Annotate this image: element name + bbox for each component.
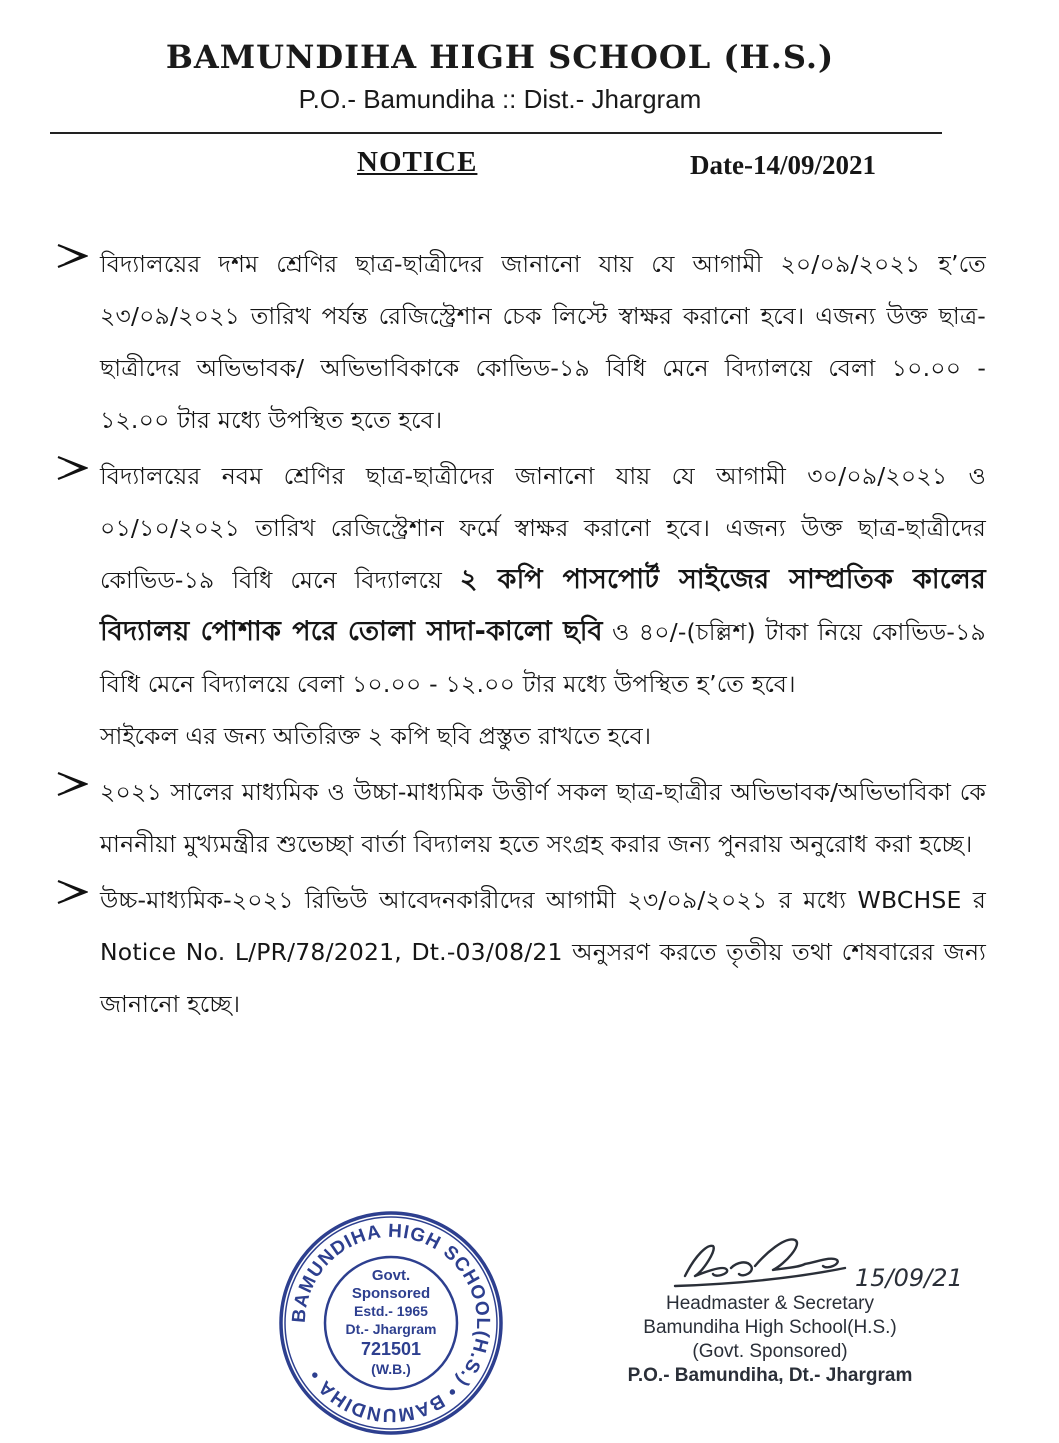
arrow-bullet-icon [56, 878, 88, 906]
school-seal-stamp [276, 1208, 506, 1438]
signatory-address: P.O.- Bamundiha, Dt.- Jhargram [627, 1365, 913, 1386]
signatory-status: (Govt. Sponsored) [692, 1341, 848, 1362]
cycle-photo-note: সাইকেল এর জন্য অতিরিক্ত ২ কপি ছবি প্রস্তুত রাখতে হবে। [100, 722, 652, 750]
signatory-school: Bamundiha High School(H.S.) [643, 1317, 897, 1338]
notice-item-2 [100, 450, 986, 762]
notice-item-4 [100, 874, 986, 1030]
item-text-part-a: বিদ্যালয়ের নবম শ্রেণির ছাত্র-ছাত্রীদের জানানো যায় যে আগামী ৩০/০৯/২০২১ ও ০১/১০/২০২১ তারিখ রেজিস্ট্রেশান ফর্মে স্বাক্ষর করানো হবে। এজন্য উক্ত ছাত্র-ছাত্রীদের কোভিড-১৯ বিধি মেনে বিদ্যালয়ে [100, 462, 986, 594]
notice-item-3 [100, 766, 986, 870]
arrow-bullet-icon [56, 454, 88, 482]
seal-line: Estd.- 1965 [354, 1303, 428, 1319]
seal-line: 721501 [360, 1339, 422, 1359]
seal-line: (W.B.) [371, 1361, 411, 1377]
notice-item-text: উচ্চ-মাধ্যমিক-২০২১ রিভিউ আবেদনকারীদের আগামী ২৩/০৯/২০২১ র মধ্যে WBCHSE র Notice No. L/PR/78/2021, Dt.-03/08/21 অনুসরণ করতে তৃতীয় তথা শেষবারের জন্য জানানো হচ্ছে। [100, 886, 986, 1018]
notice-item-1 [100, 238, 986, 446]
notice-title: NOTICE [357, 146, 478, 178]
signatory-block [585, 1292, 955, 1388]
arrow-bullet-icon [56, 770, 88, 798]
notice-item-text: ২০২১ সালের মাধ্যমিক ও উচ্চা-মাধ্যমিক উত্তীর্ণ সকল ছাত্র-ছাত্রীর অভিভাবক/অভিভাবিকা কে মাননীয়া মুখ্যমন্ত্রীর শুভেচ্ছা বার্তা বিদ্যালয় হতে সংগ্রহ করার জন্য পুনরায় অনুরোধ করা হচ্ছে। [100, 778, 986, 858]
item-text-part-b: ও ৪০/-(চল্লিশ) টাকা নিয়ে কোভিড-১৯ বিধি মেনে বিদ্যালয়ে বেলা ১০.০০ - ১২.০০ টার মধ্যে উপস্থিত হ’তে হবে। [100, 618, 986, 698]
arrow-bullet-icon [56, 242, 88, 270]
seal-line: Dt.- Jhargram [345, 1321, 437, 1337]
school-address: P.O.- Bamundiha :: Dist.- Jhargram [298, 84, 702, 114]
signatory-designation: Headmaster & Secretary [665, 1293, 875, 1314]
notice-items [100, 238, 986, 1034]
school-name: BAMUNDIHA HIGH SCHOOL (H.S.) [165, 38, 835, 76]
header-divider [50, 132, 942, 134]
notice-item-text [100, 450, 986, 710]
photo-requirement-bold: ২ কপি পাসপোর্ট সাইজের সাম্প্রতিক কালের বিদ্যালয় পোশাক পরে তোলা সাদা-কালো ছবি [100, 564, 986, 647]
seal-ring-text: BAMUNDIHA HIGH SCHOOL(H.S.) • BAMUNDIHA • [288, 1220, 494, 1426]
notice-date: Date-14/09/2021 [690, 150, 876, 180]
seal-line: Sponsored [351, 1285, 431, 1302]
seal-line: Govt. [371, 1267, 411, 1284]
notice-item-text: বিদ্যালয়ের দশম শ্রেণির ছাত্র-ছাত্রীদের জানানো যায় যে আগামী ২০/০৯/২০২১ হ’তে ২৩/০৯/২০২১ তারিখ পর্যন্ত রেজিস্ট্রেশান চেক লিস্টে স্বাক্ষর করানো হবে। এজন্য উক্ত ছাত্র-ছাত্রীদের অভিভাবক/ অভিভাবিকাকে কোভিড-১৯ বিধি মেনে বিদ্যালয়ে বেলা ১০.০০ - ১২.০০ টার মধ্যে উপস্থিত হতে হবে। [100, 250, 986, 434]
signature-date: 15/09/21 [855, 1264, 963, 1292]
